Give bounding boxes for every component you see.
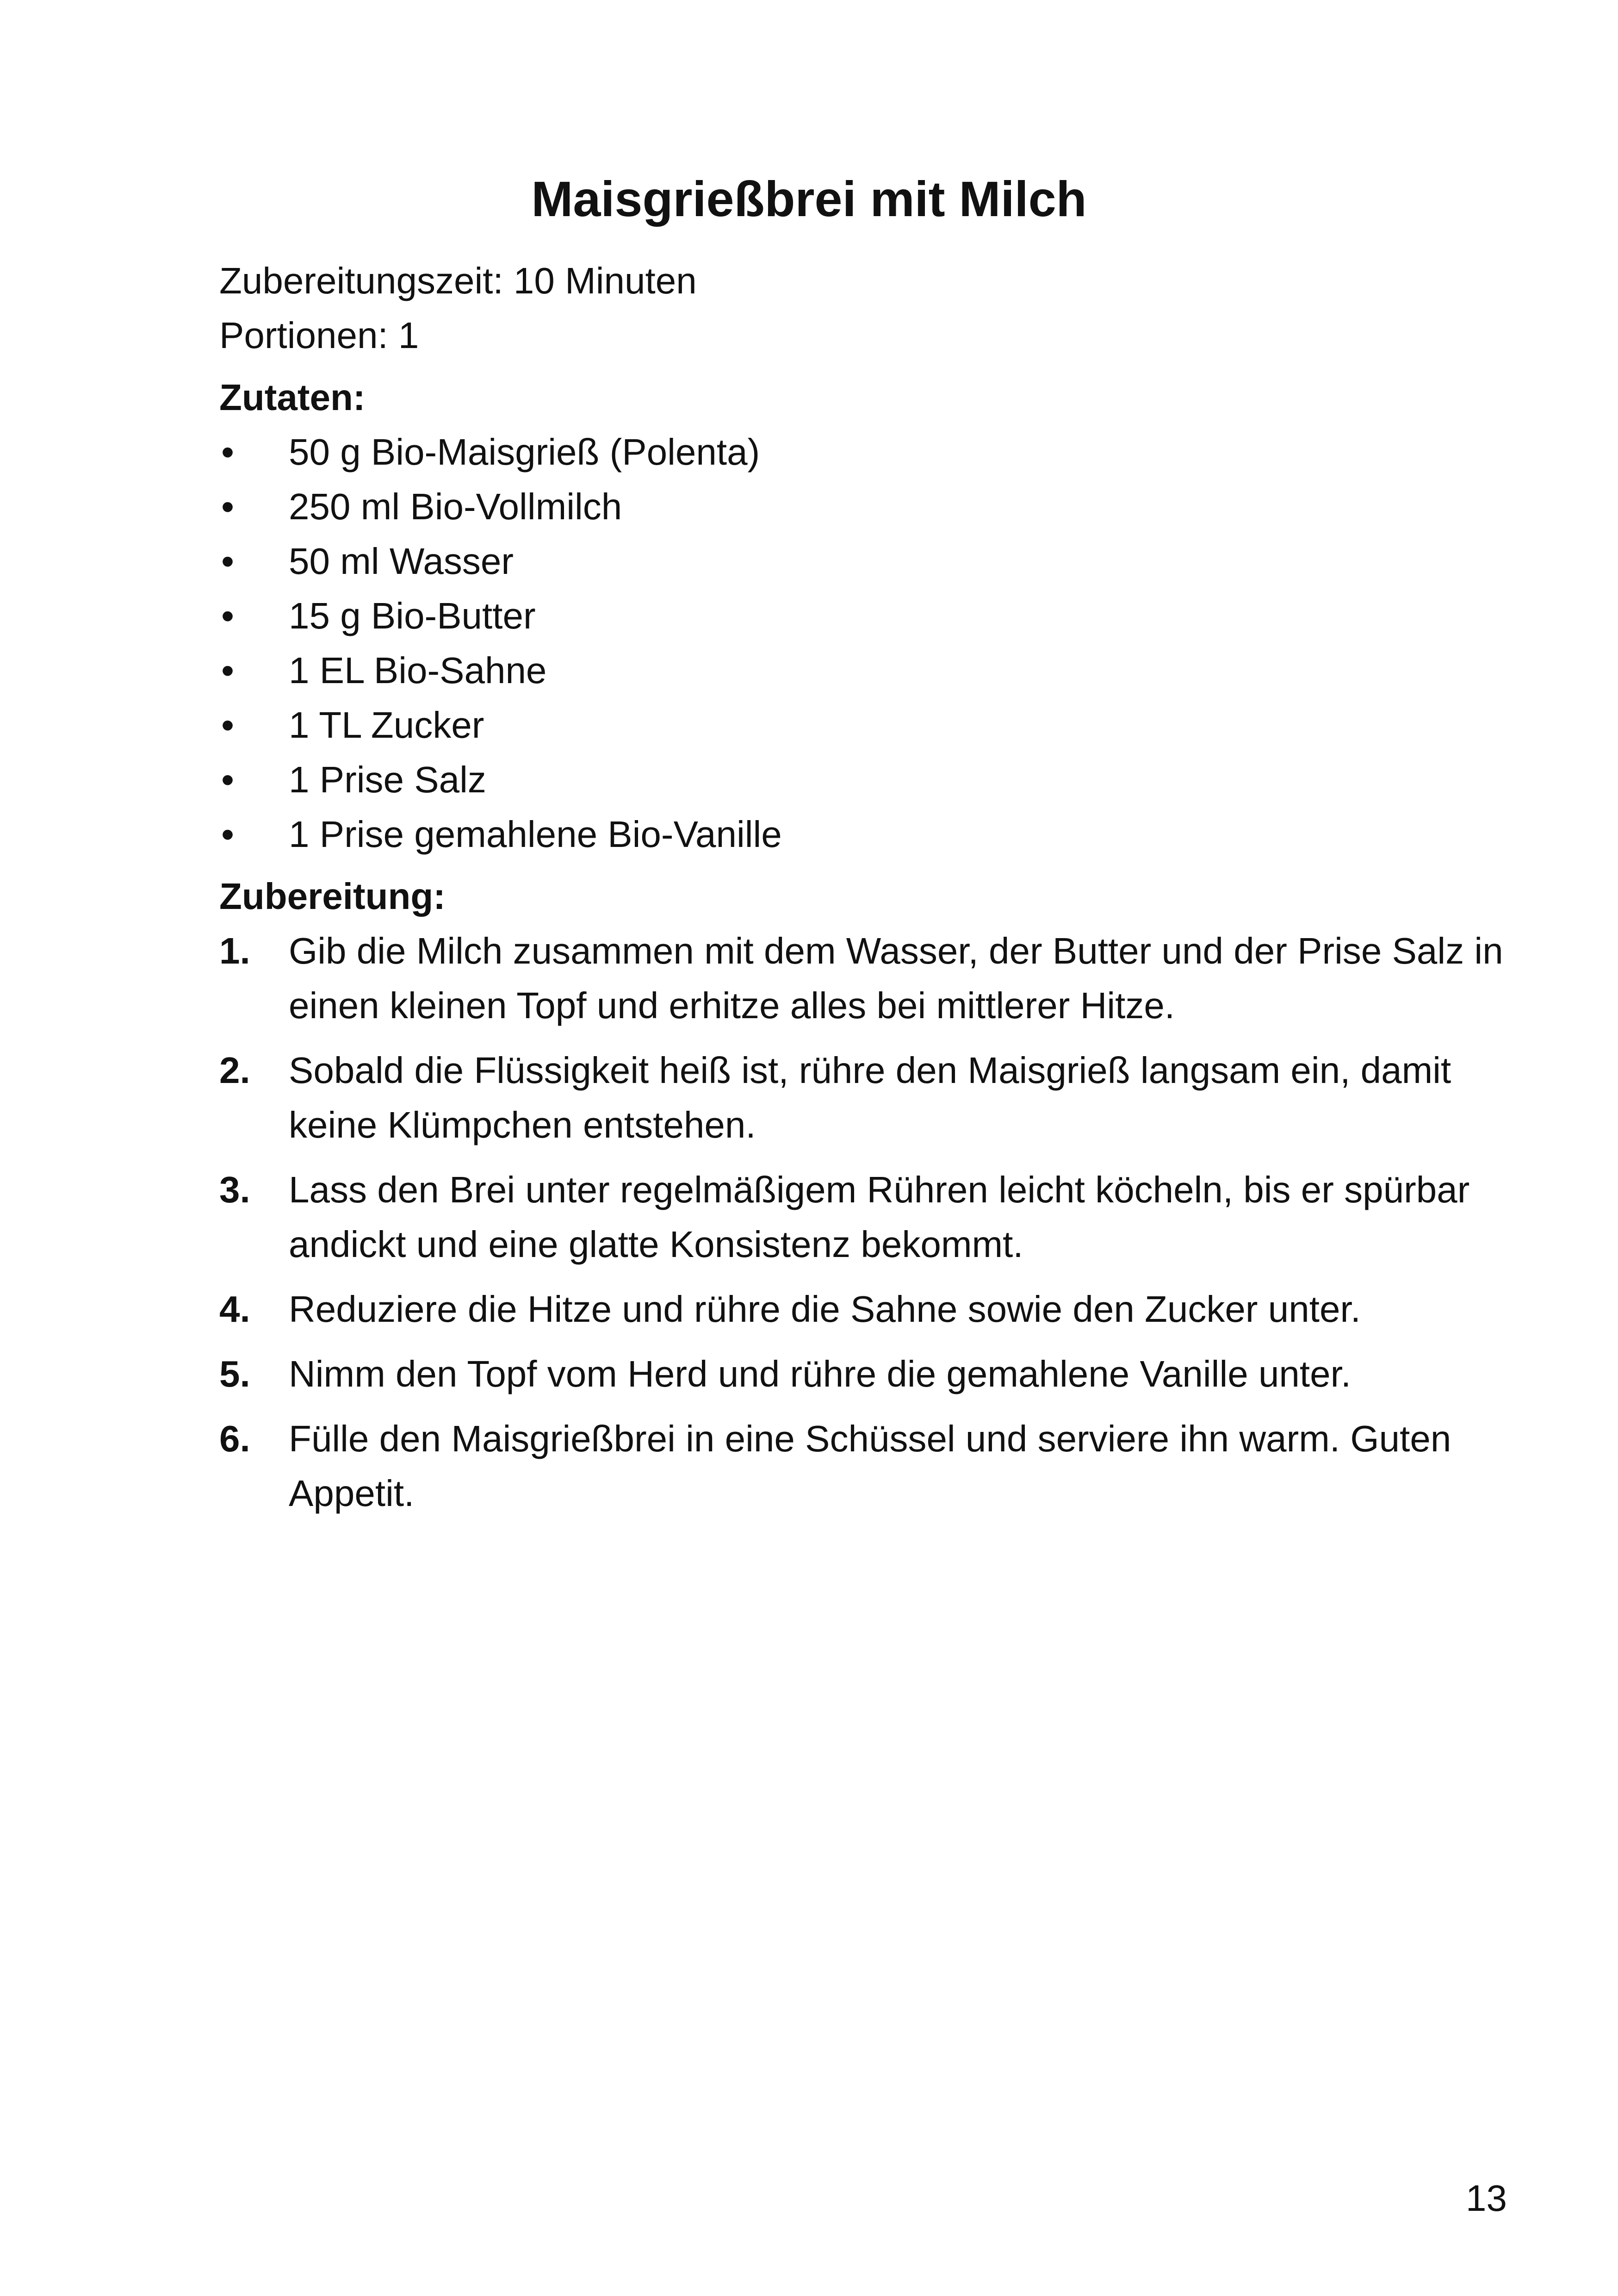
ingredient-item	[219, 425, 1510, 479]
step-number: 3.	[219, 1169, 250, 1210]
page-title: Maisgrießbrei mit Milch	[531, 171, 1087, 227]
prep-time: Zubereitungszeit: 10 Minuten	[219, 260, 697, 301]
step-number: 2.	[219, 1050, 250, 1091]
ingredient-text: 50 ml Wasser	[289, 541, 514, 582]
ingredient-item	[219, 643, 1510, 698]
ingredient-text: 50 g Bio-Maisgrieß (Polenta)	[289, 431, 760, 473]
step-item	[219, 1282, 1510, 1337]
step-text: Reduziere die Hitze und rühre die Sahne sowie den Zucker unter.	[289, 1288, 1361, 1330]
bullet-icon: •	[221, 704, 235, 746]
servings: Portionen: 1	[219, 315, 419, 356]
step-number: 1.	[219, 930, 250, 971]
bullet-icon: •	[221, 650, 235, 691]
step-number: 4.	[219, 1288, 250, 1330]
ingredient-item	[219, 589, 1510, 643]
ingredient-text: 1 TL Zucker	[289, 704, 484, 746]
ingredient-item	[219, 807, 1510, 862]
step-text: Sobald die Flüssigkeit heiß ist, rühre den Maisgrieß langsam ein, damit keine Klümpchen entstehen.	[289, 1050, 1451, 1145]
preparation-steps	[219, 924, 1510, 1521]
ingredient-item	[219, 534, 1510, 589]
ingredients-heading: Zutaten:	[219, 377, 366, 418]
step-number: 6.	[219, 1418, 250, 1459]
ingredient-item	[219, 698, 1510, 753]
recipe-content	[219, 254, 1510, 1531]
ingredients-list	[219, 425, 1510, 862]
step-item	[219, 1412, 1510, 1521]
step-text: Lass den Brei unter regelmäßigem Rühren leicht köcheln, bis er spürbar andickt und eine glatte Konsistenz bekommt.	[289, 1169, 1470, 1265]
bullet-icon: •	[221, 759, 235, 800]
ingredient-text: 1 EL Bio-Sahne	[289, 650, 547, 691]
step-text: Fülle den Maisgrießbrei in eine Schüssel und serviere ihn warm. Guten Appetit.	[289, 1418, 1451, 1514]
bullet-icon: •	[221, 431, 235, 473]
ingredient-text: 15 g Bio-Butter	[289, 595, 536, 636]
ingredient-text: 1 Prise Salz	[289, 759, 486, 800]
bullet-icon: •	[221, 595, 235, 636]
bullet-icon: •	[221, 541, 235, 582]
ingredient-text: 1 Prise gemahlene Bio-Vanille	[289, 814, 782, 855]
ingredient-item	[219, 753, 1510, 807]
step-item	[219, 1043, 1510, 1152]
page-number: 13	[1466, 2178, 1507, 2219]
step-number: 5.	[219, 1353, 250, 1394]
bullet-icon: •	[221, 814, 235, 855]
step-item	[219, 924, 1510, 1033]
step-item	[219, 1347, 1510, 1401]
ingredient-item	[219, 479, 1510, 534]
step-text: Gib die Milch zusammen mit dem Wasser, der Butter und der Prise Salz in einen kleinen Topf und erhitze alles bei mittlerer Hitze.	[289, 930, 1503, 1026]
bullet-icon: •	[221, 486, 235, 527]
preparation-heading: Zubereitung:	[219, 876, 446, 917]
step-item	[219, 1163, 1510, 1272]
ingredient-text: 250 ml Bio-Vollmilch	[289, 486, 622, 527]
step-text: Nimm den Topf vom Herd und rühre die gemahlene Vanille unter.	[289, 1353, 1351, 1394]
